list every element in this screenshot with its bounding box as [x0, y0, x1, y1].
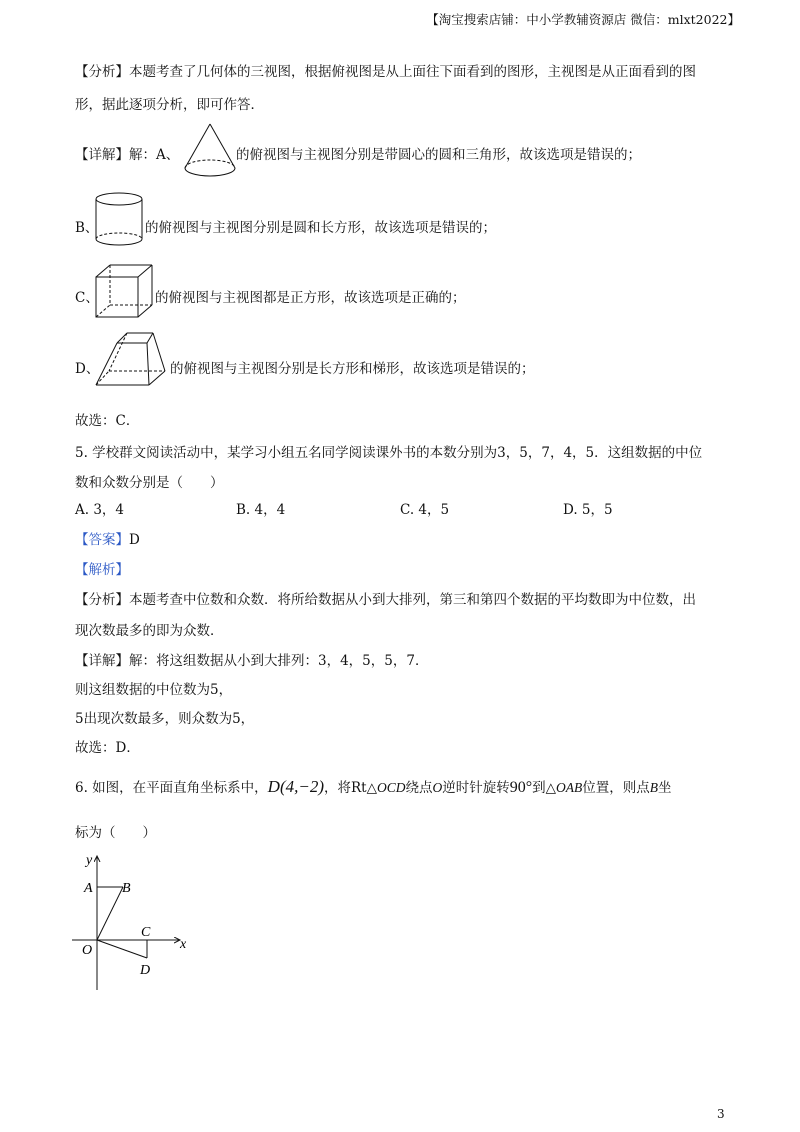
q5-analysis-line2: 现次数最多的即为众数．: [75, 623, 224, 639]
q5-option-a: A. 3，4: [75, 502, 125, 518]
q6-stem-part6: 位置，则点: [582, 780, 650, 796]
q5-answer-line: [75, 530, 140, 550]
segment-ob: [97, 887, 123, 940]
cone-figure: [182, 122, 238, 182]
answer-tag: 【答案】: [75, 532, 129, 548]
triangle-oab: △OAB: [545, 780, 583, 795]
label-y: y: [86, 853, 93, 868]
q5-option-c: C. 4，5: [400, 502, 450, 518]
coordinate-figure: [70, 850, 200, 995]
q5-option-d: D. 5，5: [563, 502, 613, 518]
q6-stem-part3: 绕点: [405, 780, 433, 796]
analysis-tag: 【解析】: [75, 562, 129, 578]
triangle-ocd: OCD: [376, 780, 406, 795]
label-b: B: [122, 881, 131, 896]
q4-option-c-label: C、: [75, 290, 99, 306]
label-a: A: [84, 881, 93, 896]
point-b: B: [649, 780, 659, 795]
q6-stem-line1: [75, 777, 672, 798]
q4-conclusion: 故选：C．: [75, 413, 140, 429]
point-d-coord: D(4,−2): [267, 777, 324, 796]
page-header: 【淘宝搜索店铺：中小学教辅资源店 微信：mlxt2022】: [426, 12, 740, 27]
label-d: D: [140, 963, 151, 978]
q6-stem-part7: 坐: [658, 780, 672, 796]
q5-option-b: B. 4，4: [236, 502, 286, 518]
q4-option-a-text: 的俯视图与主视图分别是带圆心的圆和三角形，故该选项是错误的；: [236, 147, 641, 163]
cube-figure: [95, 264, 155, 320]
q5-conclusion: 故选：D．: [75, 740, 140, 756]
point-o: O: [432, 780, 443, 795]
q5-detail-line1: 【详解】解：将这组数据从小到大排列：3，4，5，5，7．: [75, 653, 429, 669]
q4-option-c-text: 的俯视图与主视图都是正方形，故该选项是正确的；: [155, 290, 466, 306]
label-x: x: [180, 937, 187, 952]
q5-stem-line2: 数和众数分别是（ ）: [75, 475, 224, 491]
q6-stem-part5: 到: [532, 780, 546, 796]
answer-value: D: [129, 532, 140, 548]
q4-analysis-line2: 形，据此逐项分析，即可作答．: [75, 97, 264, 113]
q4-detail-prefix: 【详解】解：A、: [75, 147, 180, 163]
q5-stem-line1: 5. 学校群文阅读活动中，某学习小组五名同学阅读课外书的本数分别为3，5，7，4，5．这组数据的中位: [75, 445, 703, 461]
frustum-figure: [95, 332, 170, 390]
q6-stem-part2: ，将Rt△: [324, 780, 377, 796]
q6-stem-line2: 标为（ ）: [75, 825, 156, 841]
rotation-angle: 90°: [509, 779, 533, 796]
q4-analysis-line1: 【分析】本题考查了几何体的三视图，根据俯视图是从上面往下面看到的图形，主视图是从正面看到的图: [75, 64, 696, 80]
page-number: 3: [717, 1107, 725, 1121]
label-o: O: [82, 943, 93, 958]
q4-option-b-label: B、: [75, 220, 99, 236]
q4-option-d-label: D、: [75, 361, 100, 377]
q5-detail-line3: 5出现次数最多，则众数为5，: [75, 711, 255, 727]
q4-option-b-text: 的俯视图与主视图分别是圆和长方形，故该选项是错误的；: [145, 220, 496, 236]
cylinder-figure: [95, 192, 145, 248]
q5-detail-line2: 则这组数据的中位数为5，: [75, 682, 233, 698]
q6-stem-part4: 逆时针旋转: [442, 780, 510, 796]
q5-analysis-line1: 【分析】本题考查中位数和众数．将所给数据从小到大排列，第三和第四个数据的平均数即为中位数，出: [75, 592, 696, 608]
q6-stem-part1: 6. 如图，在平面直角坐标系中，: [75, 780, 268, 796]
q4-option-d-text: 的俯视图与主视图分别是长方形和梯形，故该选项是错误的；: [170, 361, 535, 377]
segment-od: [97, 940, 147, 958]
label-c: C: [141, 925, 151, 940]
